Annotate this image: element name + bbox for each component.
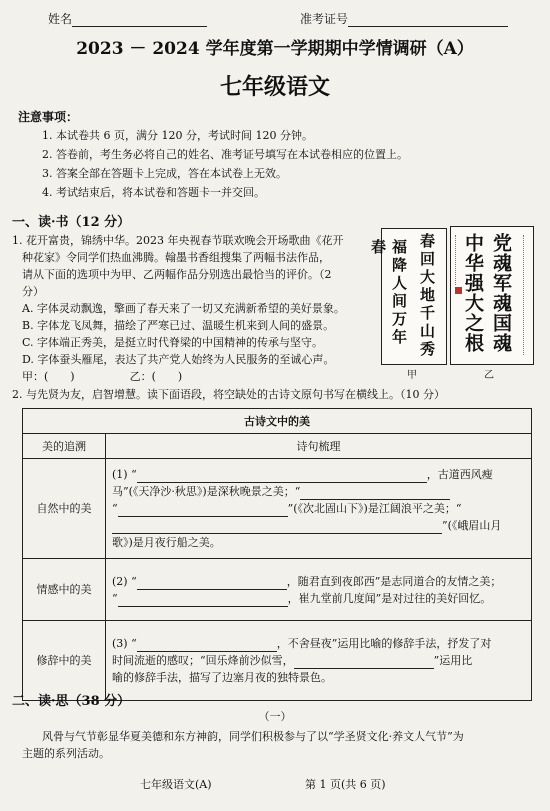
section2-intro-line: 风骨与气节彰显华夏美德和东方神韵，同学们积极参与了以“学圣贤文化·养文人气节”为	[42, 730, 464, 743]
name-line	[72, 26, 207, 27]
content-line: (2) “ ，随君直到夜郎西”是志同道合的友情之美；	[112, 574, 502, 588]
content-line: 时间流逝的感叹；“回乐烽前沙似雪， ”运用比	[112, 654, 473, 667]
q1-option-d: D. 字体蚕头雁尾，表达了共产党人始终为人民服务的至诚心声。	[22, 353, 335, 366]
exam-no-label: 准考证号	[300, 12, 349, 26]
answer-blank[interactable]	[118, 504, 288, 517]
answer-blank[interactable]	[118, 594, 288, 607]
notice-item: 4. 考试结束后，将本试卷和答题卡一并交回。	[42, 186, 265, 199]
exam-no-field	[300, 10, 508, 27]
footer-subject: 七年级语文(A)	[140, 778, 212, 791]
row-content-emotion	[106, 559, 532, 621]
answer-blank[interactable]	[137, 639, 277, 652]
calligraphy-b-inscription	[523, 235, 530, 355]
answer-blank[interactable]	[300, 487, 450, 500]
row-content-nature	[106, 459, 532, 559]
seal-stamp	[455, 287, 462, 294]
content-line: 喻的修辞手法，描写了边塞月夜的独特景色。	[112, 671, 332, 684]
calligraphy-b-signature	[455, 235, 462, 285]
content-line: “ ，崔九堂前几度闻”是对过往的美好回忆。	[112, 591, 492, 605]
q1-option-a: A. 字体灵动飘逸，擎画了春天来了一切又充满新希望的美好景象。	[22, 302, 345, 315]
calligraphy-artwork-a	[369, 228, 447, 365]
table-col-header: 美的追溯	[23, 434, 106, 459]
content-line: (1) “ ，古道西风瘦	[112, 468, 493, 481]
row-category: 情感中的美	[23, 559, 106, 621]
section2-heading: 二、读·思（38 分）	[12, 694, 131, 709]
answer-blank[interactable]	[294, 656, 434, 669]
notice-item: 3. 答案全部在答题卡上完成，答在本试卷上无效。	[42, 167, 287, 180]
poem-table	[22, 408, 532, 701]
calligraphy-b-col-right: 党魂军魂国魂	[490, 233, 512, 353]
row-category: 自然中的美	[23, 459, 106, 559]
question-1	[12, 232, 372, 385]
content-line: 歌》)是月夜行船之美。	[112, 536, 221, 549]
row-content-rhetoric	[106, 621, 532, 701]
name-field	[48, 10, 207, 27]
calligraphy-b-col-left: 中华强大之根	[462, 233, 484, 353]
artwork-a-label: 甲	[407, 370, 417, 381]
answer-blank[interactable]	[137, 470, 427, 483]
exam-title: 2023 － 2024 学年度第一学期期中学情调研（A）	[76, 39, 474, 59]
content-line: 马”(《天净沙·秋思》)是深秋晚景之美；“	[112, 483, 525, 500]
part-label: （一）	[258, 710, 292, 723]
content-line: ”(《峨眉山月	[112, 517, 525, 534]
notice-heading: 注意事项：	[18, 110, 79, 124]
q1-line: 种花家》令同学们热血沸腾。翰墨书香组搜集了两幅书法作品，	[22, 251, 330, 264]
exam-no-line	[348, 26, 508, 27]
q1-line: 1. 花开富贵，锦绣中华。2023 年央视春节联欢晚会开场歌曲《花开	[12, 234, 344, 247]
footer-page-number: 第 1 页(共 6 页)	[305, 778, 386, 791]
content-line: (3) “ ，不舍昼夜”运用比喻的修辞手法，抒发了对	[112, 637, 492, 650]
answer-blank[interactable]	[112, 521, 442, 534]
notice-item: 2. 答卷前，考生务必将自己的姓名、准考证号填写在本试卷相应的位置上。	[42, 148, 408, 161]
calligraphy-artwork-b	[450, 226, 534, 365]
table-caption: 古诗文中的美	[23, 409, 532, 434]
notice-item: 1. 本试卷共 6 页，满分 120 分，考试时间 120 分钟。	[42, 129, 313, 142]
section1-heading: 一、读·书（12 分）	[12, 215, 131, 230]
answer-blank[interactable]	[137, 577, 287, 590]
name-label: 姓名	[48, 12, 73, 26]
q1-option-b: B. 字体龙飞凤舞，描绘了严寒已过、温暖生机来到人间的盛景。	[22, 319, 335, 332]
q1-line: 分）	[22, 285, 44, 298]
q1-answer-line: 甲：( ) 乙：( )	[22, 370, 183, 383]
question-2-intro: 2. 与先贤为友，启智增慧。读下面语段，将空缺处的古诗文原句书写在横线上。（10 分）	[12, 388, 445, 401]
artwork-b-label: 乙	[484, 370, 494, 381]
q1-option-c: C. 字体端正秀美，是挺立时代脊梁的中国精神的传承与坚守。	[22, 336, 324, 349]
section2-intro-line: 主题的系列活动。	[22, 747, 110, 760]
q1-line: 请从下面的选项中为甲、乙两幅作品分别选出最恰当的评价。（2	[22, 268, 332, 281]
row-category: 修辞中的美	[23, 621, 106, 701]
calligraphy-a-col-left: 福降人间万年春	[369, 239, 408, 347]
exam-subtitle: 七年级语文	[219, 74, 330, 100]
table-col-header: 诗句梳理	[106, 434, 532, 459]
content-line: “ ”(《次北固山下》)是江阔浪平之美；“	[112, 502, 462, 515]
calligraphy-a-col-right: 春回大地千山秀	[418, 233, 436, 359]
